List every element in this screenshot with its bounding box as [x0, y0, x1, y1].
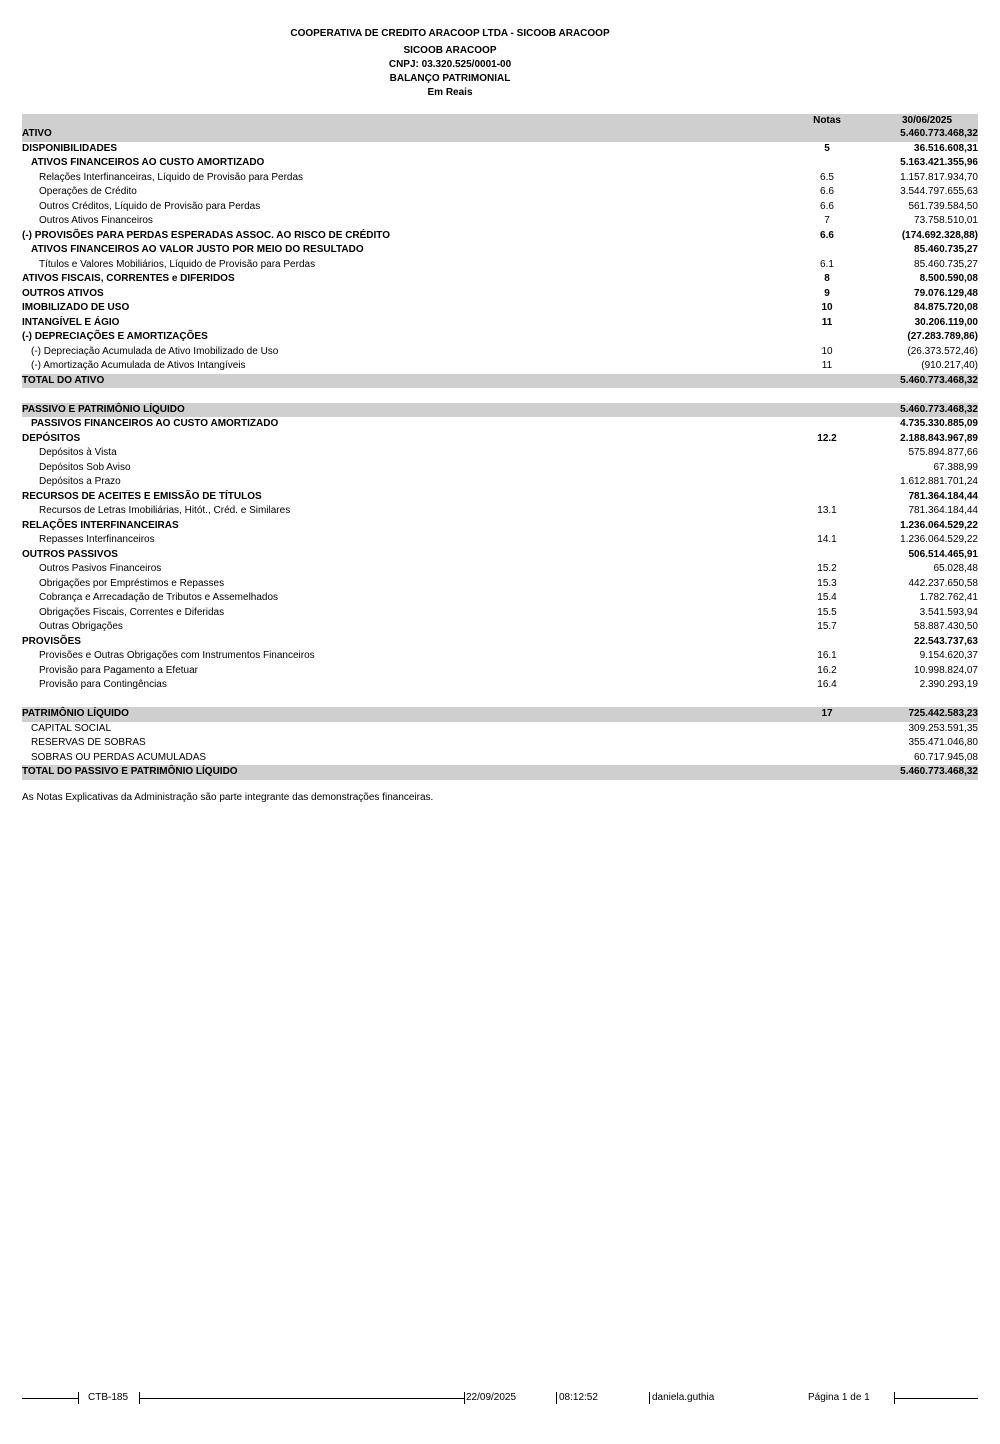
page-footer [22, 1388, 978, 1408]
row-label: Provisão para Contingências [39, 679, 167, 690]
table-row [22, 606, 978, 621]
table-row [22, 185, 978, 200]
row-value: 60.717.945,08 [914, 751, 978, 763]
row-label: Depósitos a Prazo [39, 476, 121, 487]
table-row [22, 620, 978, 635]
table-row [22, 432, 978, 447]
table-row [22, 751, 978, 766]
row-value: 781.364.184,44 [908, 505, 978, 516]
row-label: Depósitos Sob Aviso [39, 461, 131, 473]
row-value: 8.500.590,08 [919, 273, 978, 284]
row-note: 6.6 [820, 200, 834, 212]
currency-unit: Em Reais [427, 87, 473, 98]
row-value: 22.543.737,63 [914, 635, 978, 647]
row-label: ATIVOS FISCAIS, CORRENTES e DIFERIDOS [22, 273, 235, 284]
table-row [22, 229, 978, 244]
row-value: 65.028,48 [933, 563, 978, 574]
table-row [22, 519, 978, 534]
balance-sheet-table [22, 114, 978, 780]
cooperative-name: SICOOB ARACOOP [403, 45, 497, 56]
row-value: 1.157.817.934,70 [900, 171, 978, 183]
row-value: (910.217,40) [921, 360, 978, 371]
table-row [22, 577, 978, 592]
row-value: 442.237.650,58 [908, 577, 978, 589]
table-row [22, 142, 978, 157]
table-row [22, 664, 978, 679]
row-value: 3.544.797.655,63 [900, 186, 978, 197]
table-row [22, 504, 978, 519]
table-row [22, 330, 978, 345]
row-label: Depósitos à Vista [39, 447, 117, 458]
table-row [22, 446, 978, 461]
row-label: Outros Créditos, Líquido de Provisão para Perdas [39, 200, 261, 212]
table-row [22, 490, 978, 505]
table-row [22, 533, 978, 548]
row-note: 6.5 [820, 171, 834, 183]
row-label: Relações Interfinanceiras, Líquido de Provisão para Perdas [39, 171, 304, 183]
notes-column-header: Notas [813, 115, 841, 126]
row-note: 11 [821, 316, 833, 328]
row-label: TOTAL DO ATIVO [22, 374, 105, 386]
row-label: RESERVAS DE SOBRAS [31, 737, 146, 748]
row-label: Obrigações por Empréstimos e Repasses [39, 577, 225, 589]
report-title: BALANÇO PATRIMONIAL [389, 73, 511, 84]
row-label: PASSIVOS FINANCEIROS AO CUSTO AMORTIZADO [31, 418, 279, 429]
row-label: Recursos de Letras Imobiliárias, Hitót., Créd. e Similares [39, 505, 291, 516]
row-value: 5.163.421.355,96 [900, 157, 978, 168]
footer-rule [22, 1398, 78, 1399]
date-column-header: 30/06/2025 [902, 115, 953, 126]
table-row [22, 316, 978, 331]
row-label: OUTROS ATIVOS [22, 287, 104, 299]
footer-report-code: CTB-185 [88, 1392, 129, 1403]
row-spacer [22, 388, 978, 403]
row-label: Provisão para Pagamento a Efetuar [39, 664, 198, 676]
row-note: 14.1 [817, 534, 837, 545]
footer-rule [139, 1398, 464, 1399]
row-value: 10.998.824,07 [914, 664, 978, 676]
row-label: TOTAL DO PASSIVO E PATRIMÔNIO LÍQUIDO [22, 766, 238, 777]
row-value: 85.460.735,27 [914, 258, 978, 270]
row-label: Repasses Interfinanceiros [39, 534, 155, 545]
row-value: 725.442.583,23 [908, 708, 978, 719]
table-row [22, 461, 978, 476]
row-note: 7 [824, 215, 830, 226]
footer-tick [78, 1392, 79, 1404]
row-value: 2.188.843.967,89 [900, 432, 978, 444]
row-value: 575.894.877,66 [908, 447, 978, 458]
row-value: 67.388,99 [933, 461, 978, 473]
row-value: (26.373.572,46) [907, 345, 978, 357]
row-label: PASSIVO E PATRIMÔNIO LÍQUIDO [22, 403, 185, 415]
row-note: 10 [821, 302, 833, 313]
row-note: 6.6 [820, 229, 834, 241]
row-label: OUTROS PASSIVOS [22, 548, 118, 560]
row-value: (174.692.328,88) [901, 229, 978, 241]
table-row [22, 562, 978, 577]
row-value: 3.541.593,94 [919, 606, 978, 618]
row-note: 8 [824, 273, 830, 284]
row-value: 1.612.881.701,24 [900, 476, 978, 487]
table-row [22, 649, 978, 664]
row-value: 561.739.584,50 [908, 200, 978, 212]
row-label: ATIVO [22, 128, 52, 139]
row-note: 15.2 [817, 563, 837, 574]
row-note: 16.2 [817, 664, 837, 676]
row-label: PROVISÕES [22, 635, 81, 647]
footer-rule [894, 1398, 978, 1399]
row-value: 781.364.184,44 [908, 490, 978, 502]
row-value: 73.758.510,01 [914, 215, 978, 226]
row-label: DEPÓSITOS [22, 432, 81, 444]
row-label: CAPITAL SOCIAL [31, 722, 112, 734]
row-value: 30.206.119,00 [914, 316, 978, 328]
table-row [22, 635, 978, 650]
row-value: 84.875.720,08 [914, 302, 978, 313]
table-row [22, 301, 978, 316]
table-row [22, 156, 978, 171]
row-note: 15.4 [817, 592, 837, 603]
row-note: 15.7 [817, 621, 837, 632]
row-value: 85.460.735,27 [914, 244, 978, 255]
row-note: 15.5 [817, 606, 837, 618]
row-label: Operações de Crédito [39, 186, 137, 197]
row-note: 5 [824, 142, 830, 154]
row-value: 1.236.064.529,22 [900, 534, 978, 545]
row-label: Outras Obrigações [39, 621, 123, 632]
row-note: 13.1 [817, 505, 837, 516]
row-label: Outros Ativos Financeiros [39, 215, 153, 226]
row-note: 16.4 [817, 679, 837, 690]
table-row [22, 548, 978, 563]
row-label: ATIVOS FINANCEIROS AO VALOR JUSTO POR MEIO DO RESULTADO [31, 244, 364, 255]
row-value: 5.460.773.468,32 [900, 403, 978, 415]
row-value: (27.283.789,86) [907, 331, 978, 342]
row-value: 1.236.064.529,22 [900, 519, 978, 531]
row-label: RECURSOS DE ACEITES E EMISSÃO DE TÍTULOS [22, 490, 262, 502]
footnote: As Notas Explicativas da Administração são parte integrante das demonstrações financeiras. [22, 792, 434, 803]
row-label: PATRIMÔNIO LÍQUIDO [22, 708, 129, 719]
row-value: 58.887.430,50 [914, 621, 978, 632]
cnpj-line: CNPJ: 03.320.525/0001-00 [388, 59, 512, 70]
row-label: (-) PROVISÕES PARA PERDAS ESPERADAS ASSOC. AO RISCO DE CRÉDITO [22, 229, 391, 241]
row-note: 11 [821, 360, 833, 371]
row-note: 15.3 [817, 577, 837, 589]
row-label: ATIVOS FINANCEIROS AO CUSTO AMORTIZADO [31, 157, 265, 168]
table-row [22, 417, 978, 432]
row-value: 355.471.046,80 [908, 737, 978, 748]
row-note: 12.2 [817, 432, 837, 444]
row-value: 2.390.293,19 [919, 679, 978, 690]
table-row [22, 345, 978, 360]
row-label: (-) DEPRECIAÇÕES E AMORTIZAÇÕES [22, 331, 208, 342]
table-row [22, 591, 978, 606]
footer-tick [556, 1392, 557, 1404]
row-label: (-) Amortização Acumulada de Ativos Intangíveis [31, 360, 246, 371]
row-note: 6.6 [820, 186, 834, 197]
row-value: 5.460.773.468,32 [900, 766, 978, 777]
row-label: DISPONIBILIDADES [22, 142, 118, 154]
column-header-row [22, 114, 978, 127]
table-row [22, 736, 978, 751]
row-value: 4.735.330.885,09 [900, 418, 978, 429]
row-value: 5.460.773.468,32 [900, 128, 978, 139]
row-note: 17 [821, 708, 833, 719]
row-spacer [22, 693, 978, 708]
row-note: 9 [824, 287, 830, 299]
table-row [22, 200, 978, 215]
row-label: Obrigações Fiscais, Correntes e Diferidas [39, 606, 225, 618]
table-row [22, 359, 978, 374]
table-row [22, 243, 978, 258]
row-label: Outros Pasivos Financeiros [39, 563, 162, 574]
row-value: 5.460.773.468,32 [900, 374, 978, 386]
row-label: Provisões e Outras Obrigações com Instrumentos Financeiros [39, 650, 315, 661]
table-row [22, 171, 978, 186]
table-row [22, 722, 978, 737]
row-value: 36.516.608,31 [914, 142, 978, 154]
row-note: 10 [821, 345, 833, 357]
row-value: 1.782.762,41 [919, 592, 978, 603]
row-value: 79.076.129,48 [914, 287, 978, 299]
footer-page-number: Página 1 de 1 [808, 1392, 870, 1403]
row-label: IMOBILIZADO DE USO [22, 302, 130, 313]
row-label: RELAÇÕES INTERFINANCEIRAS [22, 519, 179, 531]
row-label: SOBRAS OU PERDAS ACUMULADAS [31, 751, 207, 763]
footer-time: 08:12:52 [559, 1392, 598, 1403]
footer-user: daniela.guthia [652, 1392, 715, 1403]
footer-tick [649, 1392, 650, 1404]
table-row [22, 127, 978, 142]
table-row [22, 765, 978, 780]
table-row [22, 475, 978, 490]
table-row [22, 287, 978, 302]
table-body [22, 127, 978, 780]
footer-tick [464, 1392, 465, 1404]
table-row [22, 678, 978, 693]
row-label: Títulos e Valores Mobiliários, Líquido de Provisão para Perdas [39, 258, 316, 270]
table-row [22, 272, 978, 287]
table-row [22, 374, 978, 389]
row-value: 309.253.591,35 [908, 722, 978, 734]
row-label: (-) Depreciação Acumulada de Ativo Imobilizado de Uso [31, 345, 279, 357]
row-value: 9.154.620,37 [919, 650, 978, 661]
table-row [22, 214, 978, 229]
table-row [22, 403, 978, 418]
row-note: 6.1 [820, 258, 834, 270]
table-row [22, 707, 978, 722]
row-note: 16.1 [817, 650, 837, 661]
row-label: INTANGÍVEL E ÁGIO [22, 316, 120, 328]
company-title: COOPERATIVA DE CREDITO ARACOOP LTDA - SICOOB ARACOOP [290, 28, 610, 39]
row-value: 506.514.465,91 [908, 548, 978, 560]
row-label: Cobrança e Arrecadação de Tributos e Assemelhados [39, 592, 279, 603]
footer-date: 22/09/2025 [466, 1392, 517, 1403]
table-row [22, 258, 978, 273]
